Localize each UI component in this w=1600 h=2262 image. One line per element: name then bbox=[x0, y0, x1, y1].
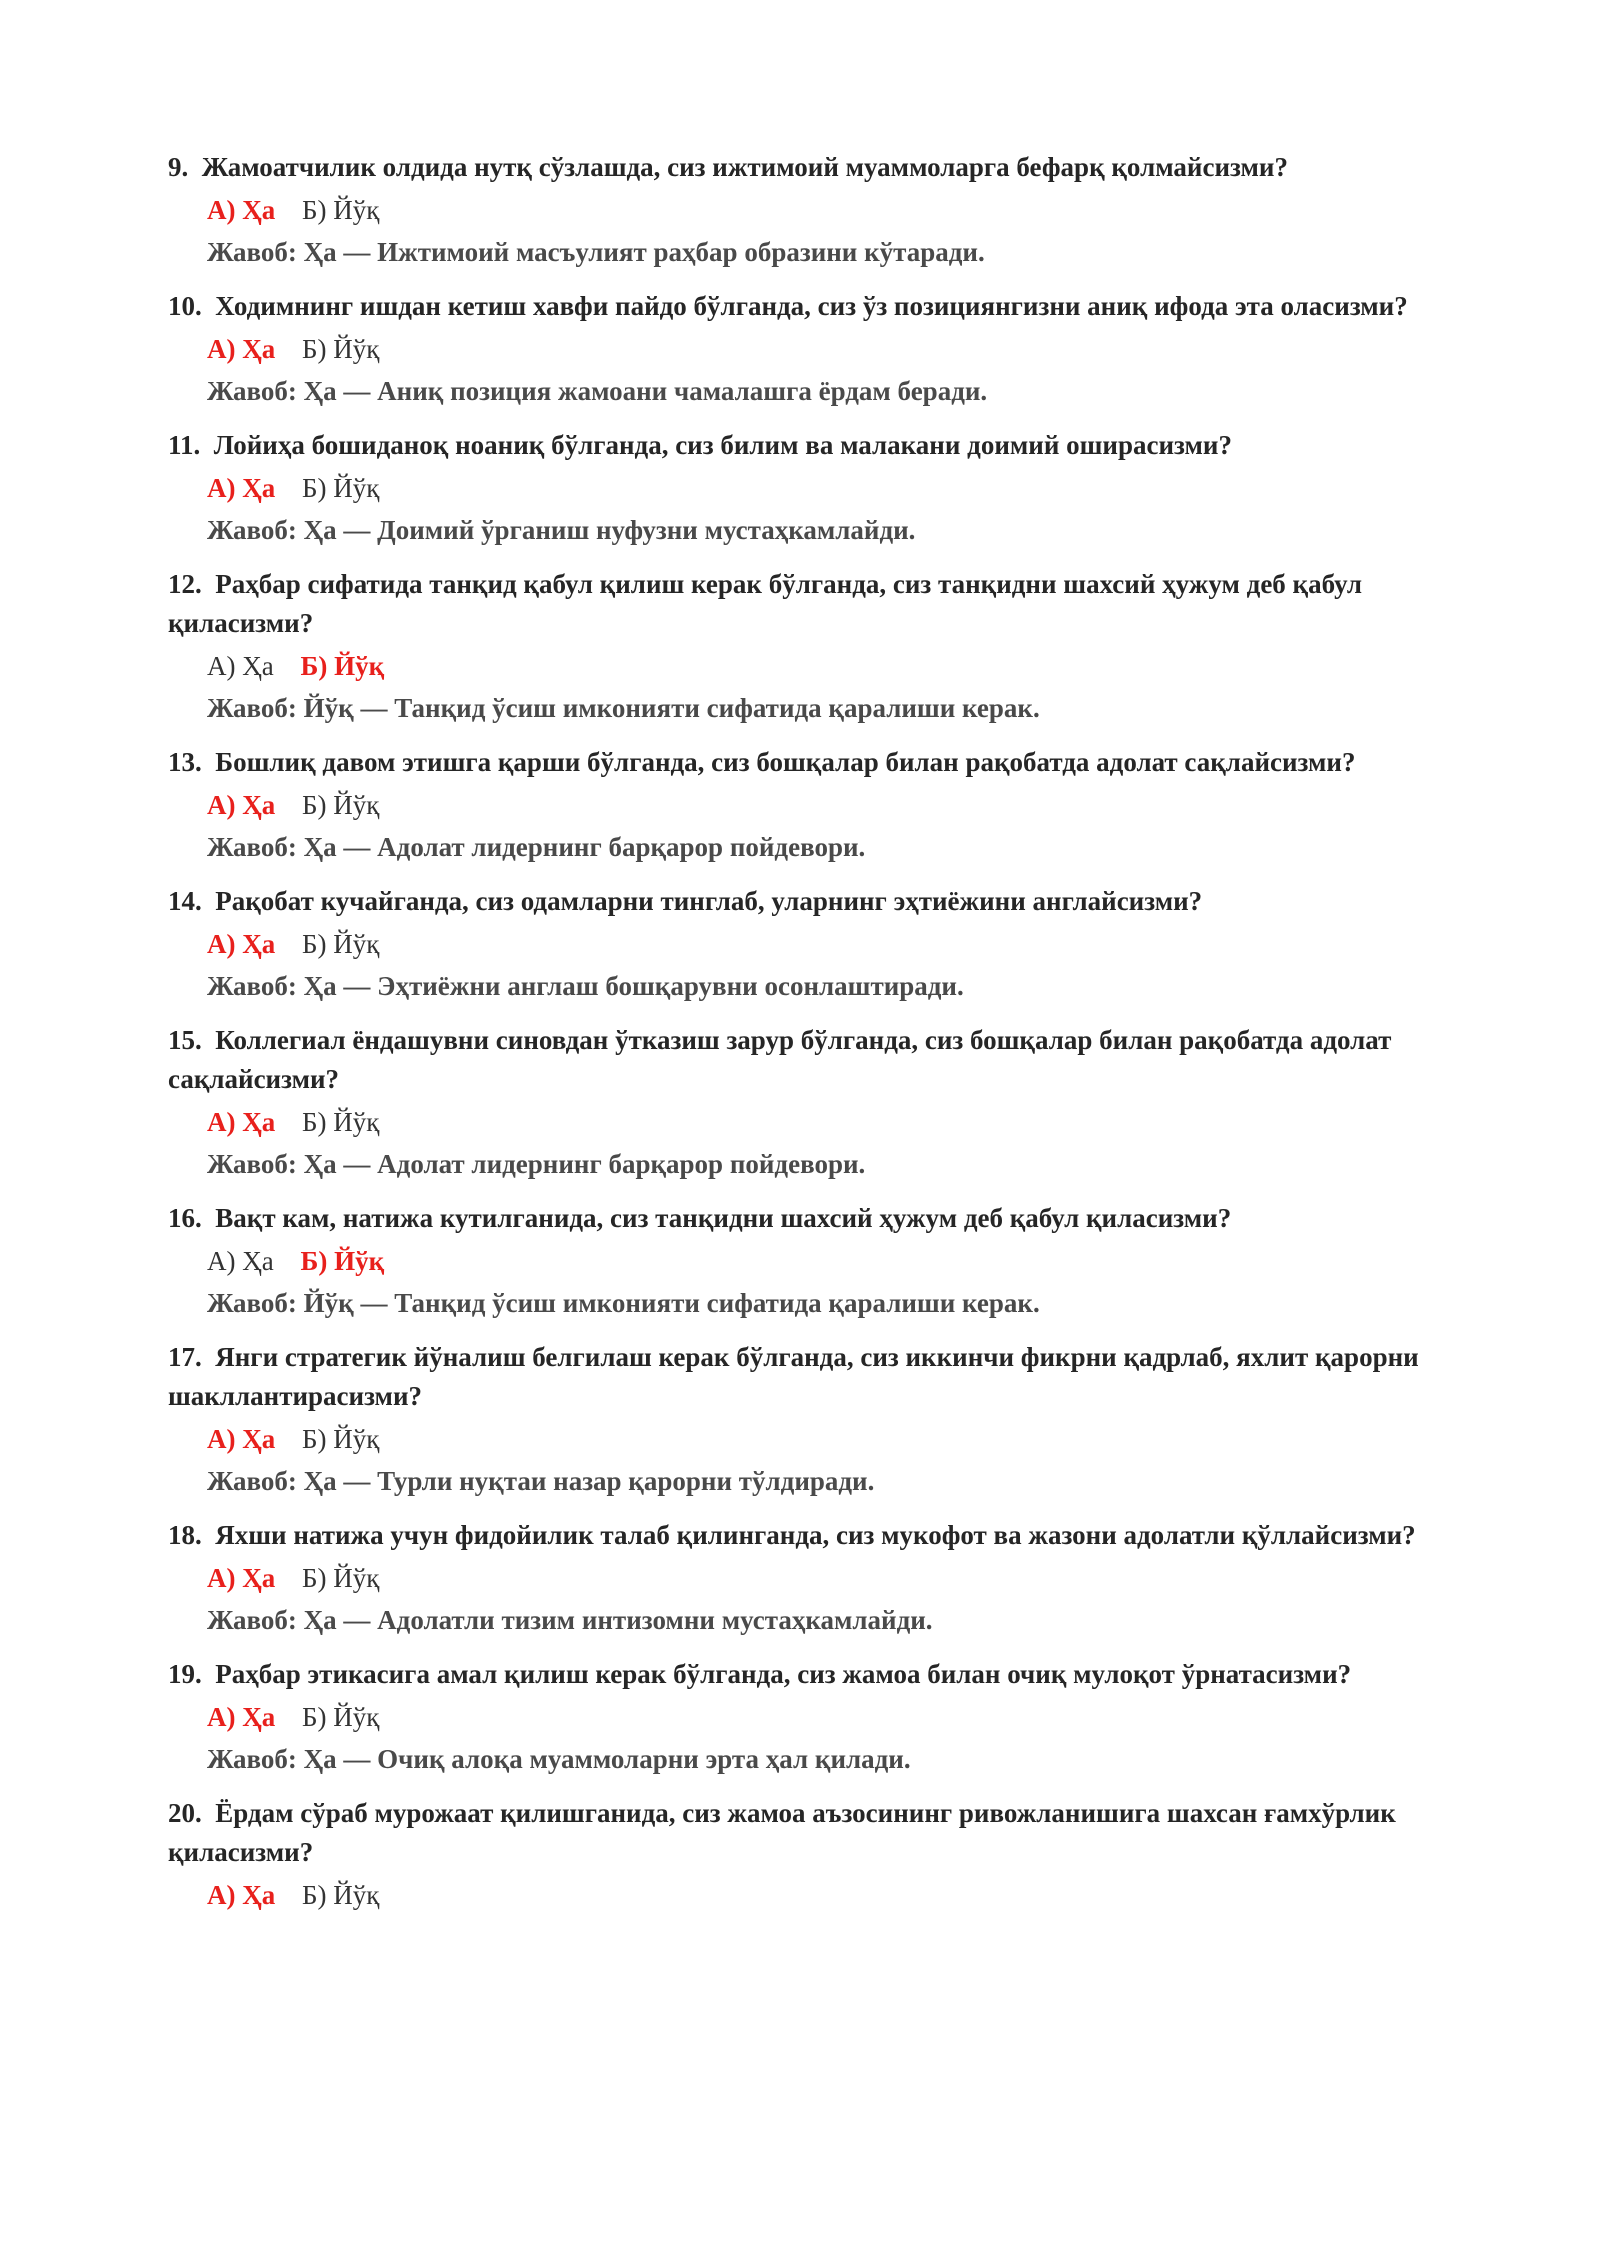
question-text bbox=[168, 1655, 1448, 1694]
answer-options bbox=[207, 1874, 1448, 1916]
question-text bbox=[168, 287, 1448, 326]
question-block bbox=[168, 1199, 1448, 1324]
option-b[interactable]: Б) Йўқ bbox=[302, 790, 380, 820]
question-text bbox=[168, 1021, 1448, 1099]
option-a[interactable]: А) Ҳа bbox=[207, 1702, 276, 1732]
answer-explanation: Жавоб: Йўқ — Танқид ўсиш имконияти сифатида қаралиши керак. bbox=[207, 1288, 1040, 1318]
question-number: 12. bbox=[168, 569, 202, 599]
question-body: Коллегиал ёндашувни синовдан ўтказиш зарур бўлганда, сиз бошқалар билан рақобатда адолат сақлайсизми? bbox=[168, 1025, 1392, 1094]
question-block bbox=[168, 1516, 1448, 1641]
question-number: 10. bbox=[168, 291, 202, 321]
answer-options bbox=[207, 1418, 1448, 1460]
question-body: Янги стратегик йўналиш белгилаш керак бўлганда, сиз иккинчи фикрни қадрлаб, яхлит қарорни шакллантирасизми? bbox=[168, 1342, 1419, 1411]
question-text bbox=[168, 565, 1448, 643]
question-body: Лойиҳа бошиданоқ ноаниқ бўлганда, сиз билим ва малакани доимий оширасизми? bbox=[213, 430, 1232, 460]
question-number: 19. bbox=[168, 1659, 202, 1689]
question-body: Раҳбар сифатида танқид қабул қилиш керак бўлганда, сиз танқидни шахсий ҳужум деб қабул қиласизми? bbox=[168, 569, 1363, 638]
answer-explanation: Жавоб: Йўқ — Танқид ўсиш имконияти сифатида қаралиши керак. bbox=[207, 693, 1040, 723]
question-number: 20. bbox=[168, 1798, 202, 1828]
question-block bbox=[168, 1021, 1448, 1185]
question-block bbox=[168, 426, 1448, 551]
question-number: 11. bbox=[168, 430, 201, 460]
document-page bbox=[168, 148, 1448, 1930]
question-number: 13. bbox=[168, 747, 202, 777]
answer-explanation: Жавоб: Ҳа — Эҳтиёжни англаш бошқарувни осонлаштиради. bbox=[207, 971, 964, 1001]
question-number: 17. bbox=[168, 1342, 202, 1372]
question-block bbox=[168, 1655, 1448, 1780]
answer-explanation: Жавоб: Ҳа — Адолат лидернинг барқарор пойдевори. bbox=[207, 1149, 866, 1179]
question-body: Вақт кам, натижа кутилганида, сиз танқидни шахсий ҳужум деб қабул қиласизми? bbox=[215, 1203, 1232, 1233]
question-body: Ходимнинг ишдан кетиш хавфи пайдо бўлганда, сиз ўз позициянгизни аниқ ифода эта оласизми? bbox=[215, 291, 1408, 321]
option-b[interactable]: Б) Йўқ bbox=[302, 1107, 380, 1137]
question-text bbox=[168, 743, 1448, 782]
question-text bbox=[168, 882, 1448, 921]
option-b[interactable]: Б) Йўқ bbox=[300, 1246, 385, 1276]
answer-explanation: Жавоб: Ҳа — Турли нуқтаи назар қарорни тўлдиради. bbox=[207, 1466, 875, 1496]
answer-explanation: Жавоб: Ҳа — Доимий ўрганиш нуфузни мустаҳкамлайди. bbox=[207, 515, 916, 545]
answer-explanation: Жавоб: Ҳа — Аниқ позиция жамоани чамалашга ёрдам беради. bbox=[207, 376, 988, 406]
question-body: Рақобат кучайганда, сиз одамларни тинглаб, уларнинг эҳтиёжини англайсизми? bbox=[215, 886, 1203, 916]
answer-explanation: Жавоб: Ҳа — Ижтимоий масъулият раҳбар образини кўтаради. bbox=[207, 237, 985, 267]
option-a[interactable]: А) Ҳа bbox=[207, 790, 276, 820]
question-block bbox=[168, 882, 1448, 1007]
option-b[interactable]: Б) Йўқ bbox=[302, 195, 380, 225]
option-b[interactable]: Б) Йўқ bbox=[302, 473, 380, 503]
question-number: 16. bbox=[168, 1203, 202, 1233]
option-a[interactable]: А) Ҳа bbox=[207, 473, 276, 503]
answer-explanation: Жавоб: Ҳа — Адолат лидернинг барқарор пойдевори. bbox=[207, 832, 866, 862]
option-b[interactable]: Б) Йўқ bbox=[302, 1702, 380, 1732]
question-body: Ёрдам сўраб мурожаат қилишганида, сиз жамоа аъзосининг ривожланишига шахсан ғамхўрлик қиласизми? bbox=[168, 1798, 1396, 1867]
question-body: Яхши натижа учун фидойилик талаб қилинганда, сиз мукофот ва жазони адолатли қўллайсизми? bbox=[215, 1520, 1416, 1550]
answer-options bbox=[207, 1101, 1448, 1143]
answer-options bbox=[207, 328, 1448, 370]
option-a[interactable]: А) Ҳа bbox=[207, 1880, 276, 1910]
answer-explanation: Жавоб: Ҳа — Очиқ алоқа муаммоларни эрта ҳал қилади. bbox=[207, 1744, 911, 1774]
question-text bbox=[168, 1199, 1448, 1238]
option-a[interactable]: А) Ҳа bbox=[207, 1424, 276, 1454]
answer-options bbox=[207, 923, 1448, 965]
option-a[interactable]: А) Ҳа bbox=[207, 1563, 276, 1593]
option-a[interactable]: А) Ҳа bbox=[207, 1107, 276, 1137]
option-b[interactable]: Б) Йўқ bbox=[302, 929, 380, 959]
question-body: Раҳбар этикасига амал қилиш керак бўлганда, сиз жамоа билан очиқ мулоқот ўрнатасизми? bbox=[215, 1659, 1352, 1689]
question-number: 9. bbox=[168, 152, 189, 182]
answer-options bbox=[207, 1696, 1448, 1738]
question-text bbox=[168, 426, 1448, 465]
question-number: 14. bbox=[168, 886, 202, 916]
question-text bbox=[168, 148, 1448, 187]
question-block bbox=[168, 1338, 1448, 1502]
option-b[interactable]: Б) Йўқ bbox=[302, 334, 380, 364]
option-a[interactable]: А) Ҳа bbox=[207, 1246, 274, 1276]
option-b[interactable]: Б) Йўқ bbox=[300, 651, 385, 681]
question-block bbox=[168, 148, 1448, 273]
answer-options bbox=[207, 467, 1448, 509]
option-a[interactable]: А) Ҳа bbox=[207, 929, 276, 959]
option-a[interactable]: А) Ҳа bbox=[207, 195, 276, 225]
answer-explanation: Жавоб: Ҳа — Адолатли тизим интизомни мустаҳкамлайди. bbox=[207, 1605, 933, 1635]
question-block bbox=[168, 565, 1448, 729]
question-text bbox=[168, 1516, 1448, 1555]
question-number: 18. bbox=[168, 1520, 202, 1550]
option-b[interactable]: Б) Йўқ bbox=[302, 1563, 380, 1593]
answer-options bbox=[207, 1240, 1448, 1282]
option-a[interactable]: А) Ҳа bbox=[207, 334, 276, 364]
question-block bbox=[168, 1794, 1448, 1916]
question-block bbox=[168, 743, 1448, 868]
answer-options bbox=[207, 189, 1448, 231]
option-b[interactable]: Б) Йўқ bbox=[302, 1424, 380, 1454]
question-text bbox=[168, 1338, 1448, 1416]
option-a[interactable]: А) Ҳа bbox=[207, 651, 274, 681]
answer-options bbox=[207, 645, 1448, 687]
answer-options bbox=[207, 784, 1448, 826]
answer-options bbox=[207, 1557, 1448, 1599]
question-body: Бошлиқ давом этишга қарши бўлганда, сиз бошқалар билан рақобатда адолат сақлайсизми? bbox=[215, 747, 1356, 777]
question-block bbox=[168, 287, 1448, 412]
question-number: 15. bbox=[168, 1025, 202, 1055]
option-b[interactable]: Б) Йўқ bbox=[302, 1880, 380, 1910]
question-text bbox=[168, 1794, 1448, 1872]
question-body: Жамоатчилик олдида нутқ сўзлашда, сиз ижтимоий муаммоларга бефарқ қолмайсизми? bbox=[201, 152, 1288, 182]
